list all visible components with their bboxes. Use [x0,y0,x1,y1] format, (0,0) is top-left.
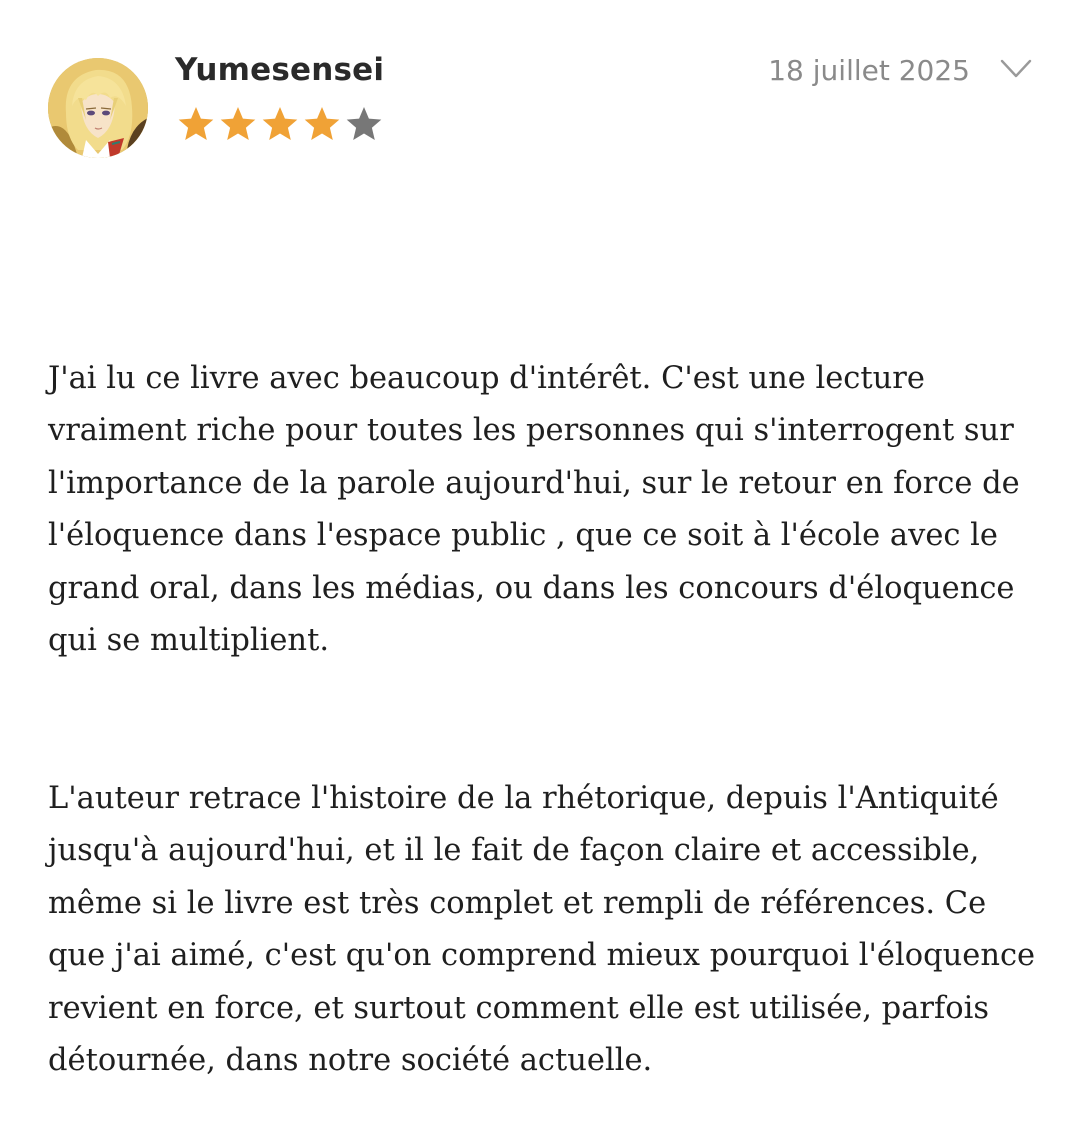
star-filled-icon [176,104,216,144]
star-filled-icon [260,104,300,144]
user-avatar[interactable] [48,58,148,158]
review-date: 18 juillet 2025 [768,54,970,87]
star-rating [176,104,384,144]
review-paragraph: J'ai lu ce livre avec beaucoup d'intérêt. C'est une lecture vraiment riche pour toutes les personnes qui s'interrogent sur l'importance de la parole aujourd'hui, sur le retour en force de l'éloquence dans l'espace public , que ce soit à l'école avec le grand oral, dans les médias, ou dans les concours d'éloquence qui se multiplient. [48,360,1020,658]
review-text [48,300,1038,1140]
star-filled-icon [302,104,342,144]
star-empty-icon [344,104,384,144]
review-paragraph: L'auteur retrace l'histoire de la rhétorique, depuis l'Antiquité jusqu'à aujourd'hui, et il le fait de façon claire et accessible, même si le livre est très complet et rempli de références. Ce que j'ai aimé, c'est qu'on comprend mieux pourquoi l'éloquence revient en force, et surtout comment elle est utilisée, parfois détournée, dans notre société actuelle. [48,780,1036,1078]
chevron-down-icon[interactable] [1000,58,1032,80]
review-username[interactable]: Yumesensei [175,52,385,88]
anime-character-avatar-icon [48,58,148,158]
star-filled-icon [218,104,258,144]
